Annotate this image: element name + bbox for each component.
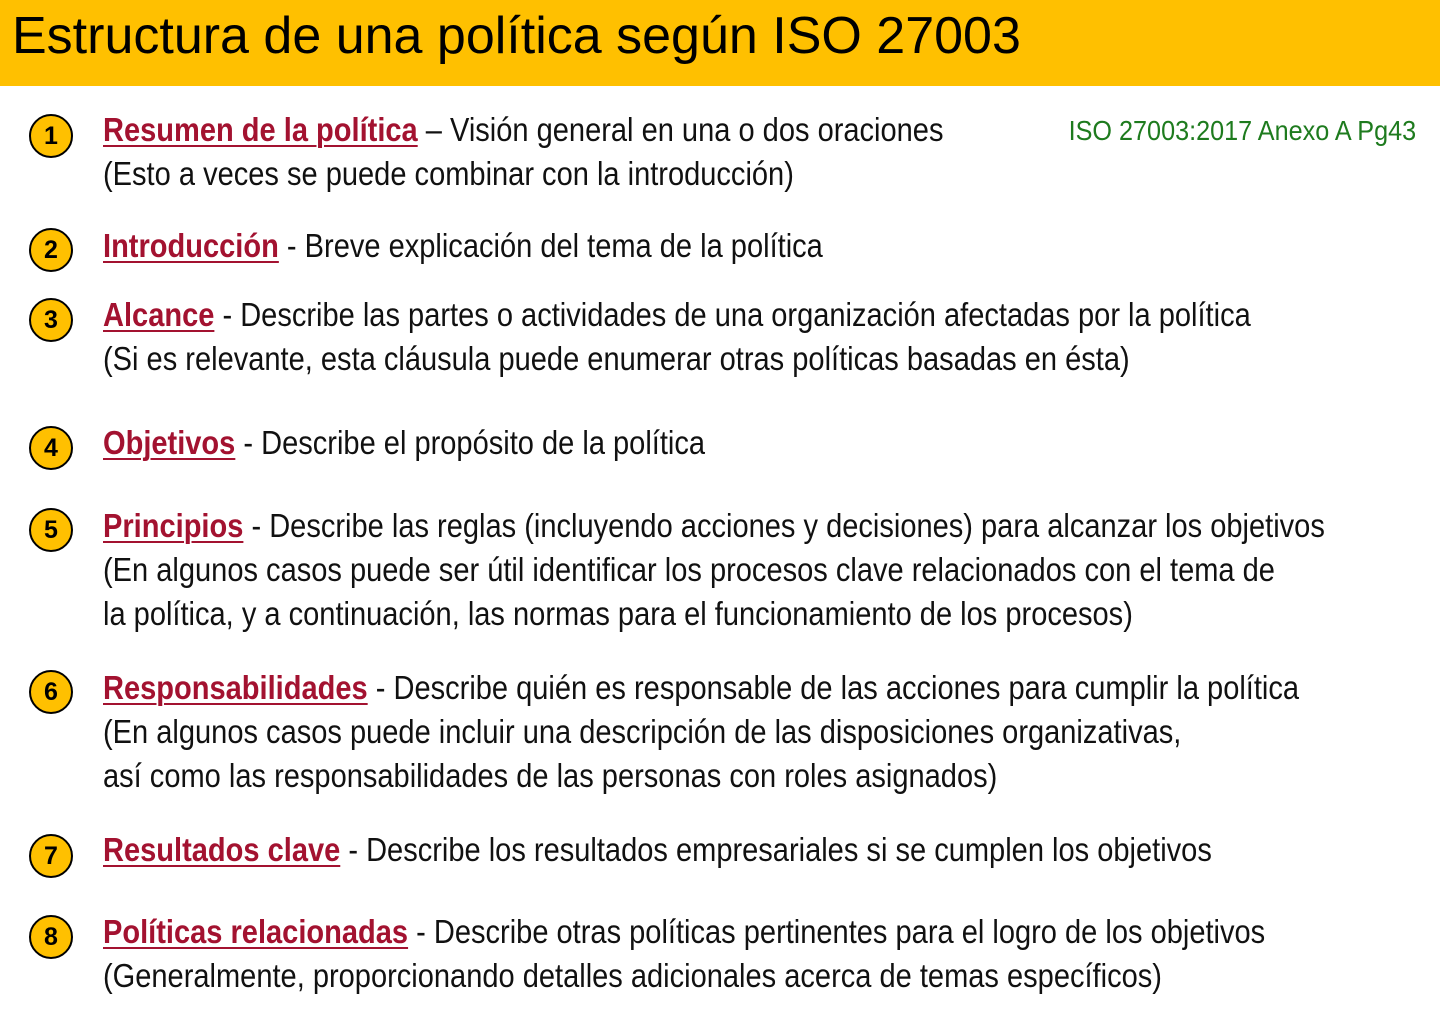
item-line [103, 504, 1335, 548]
item-line [103, 421, 1335, 465]
number-badge: 2 [29, 228, 73, 272]
item-line [103, 293, 1335, 337]
item-description: - Describe el propósito de la política [235, 424, 706, 461]
item-extra-line: (Generalmente, proporcionando detalles adicionales acerca de temas específicos) [103, 957, 1162, 994]
item-extra-line: (Esto a veces se puede combinar con la introducción) [103, 155, 794, 192]
item-text [103, 108, 1335, 196]
page-title: Estructura de una política según ISO 27003 [12, 7, 1021, 65]
number-badge: 4 [29, 426, 73, 470]
number-badge: 7 [29, 834, 73, 878]
number-badge: 5 [29, 508, 73, 552]
item-description: - Describe los resultados empresariales si se cumplen los objetivos [340, 831, 1212, 868]
item-extra-line: (En algunos casos puede ser útil identificar los procesos clave relacionados con el tema de [103, 551, 1275, 588]
number-badge: 8 [29, 915, 73, 959]
item-text [103, 224, 1335, 268]
item-text [103, 666, 1335, 798]
item-line [103, 828, 1335, 872]
item-description: – Visión general en una o dos oraciones [417, 111, 944, 148]
item-line [103, 910, 1335, 954]
item-text [103, 910, 1335, 998]
item-extra-line: (En algunos casos puede incluir una descripción de las disposiciones organizativas, [103, 713, 1182, 750]
item-extra-line: así como las responsabilidades de las personas con roles asignados) [103, 757, 998, 794]
item-text [103, 504, 1335, 636]
item-description: - Describe otras políticas pertinentes para el logro de los objetivos [408, 913, 1266, 950]
item-line [103, 666, 1335, 710]
number-badge: 6 [29, 670, 73, 714]
item-term: Responsabilidades [103, 669, 368, 706]
item-term: Objetivos [103, 424, 236, 461]
item-text [103, 421, 1335, 465]
item-line [103, 224, 1335, 268]
title-bar [0, 0, 1440, 86]
item-description: - Describe las reglas (incluyendo acciones y decisiones) para alcanzar los objetivos [243, 507, 1325, 544]
number-badge: 3 [29, 298, 73, 342]
item-description: - Breve explicación del tema de la política [278, 227, 823, 264]
item-description: - Describe las partes o actividades de una organización afectadas por la política [214, 296, 1251, 333]
item-extra-line: (Si es relevante, esta cláusula puede enumerar otras políticas basadas en ésta) [103, 340, 1130, 377]
item-extra-line: la política, y a continuación, las normas para el funcionamiento de los procesos) [103, 595, 1133, 632]
item-term: Resumen de la política [103, 111, 418, 148]
item-term: Alcance [103, 296, 215, 333]
item-term: Políticas relacionadas [103, 913, 409, 950]
item-term: Resultados clave [103, 831, 341, 868]
item-description: - Describe quién es responsable de las acciones para cumplir la política [367, 669, 1300, 706]
item-text [103, 293, 1335, 381]
item-term: Principios [103, 507, 244, 544]
number-badge: 1 [29, 114, 73, 158]
item-line [103, 108, 1335, 152]
reference-note: ISO 27003:2017 Anexo A Pg43 [1068, 115, 1416, 146]
item-text [103, 828, 1335, 872]
item-term: Introducción [103, 227, 279, 264]
